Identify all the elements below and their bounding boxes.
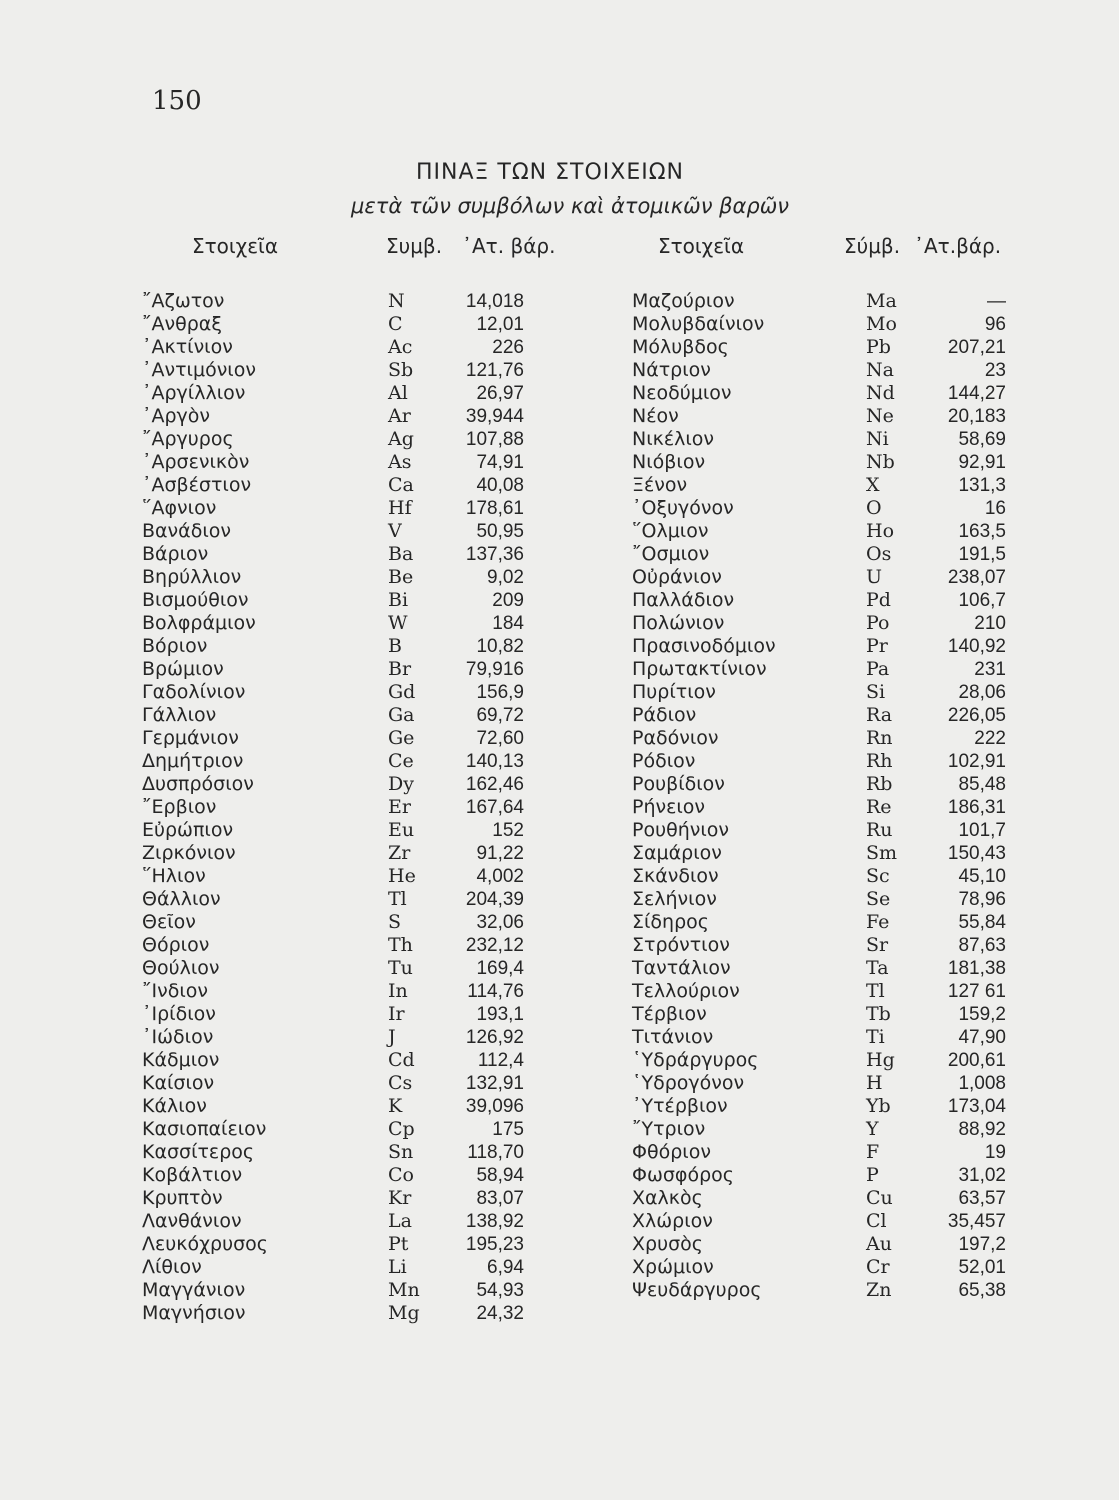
right-element-symbol: Yb: [866, 1095, 891, 1117]
left-atomic-weight: 10,82: [476, 636, 524, 657]
left-element-name: ᾿Αντιμόνιον: [142, 359, 256, 381]
right-element-symbol: Nd: [866, 382, 895, 404]
left-atomic-weight: 114,76: [467, 981, 524, 1002]
left-element-symbol: Pt: [388, 1233, 409, 1255]
left-element-name: Καίσιον: [142, 1072, 215, 1094]
right-atomic-weight: 106,7: [958, 590, 1006, 611]
left-element-symbol: Dy: [388, 773, 414, 795]
right-element-symbol: Ho: [866, 520, 895, 542]
right-element-name: Νάτριον: [632, 359, 711, 381]
left-element-symbol: Bi: [388, 589, 409, 611]
left-element-name: Κασσίτερος: [142, 1141, 255, 1163]
right-atomic-weight: 96: [984, 314, 1006, 335]
left-element-name: ῞Αφνιον: [142, 497, 217, 519]
left-element-symbol: Ag: [388, 428, 414, 450]
right-element-symbol: Ma: [866, 290, 897, 312]
left-element-symbol: C: [388, 313, 403, 335]
left-atomic-weight: 72,60: [476, 728, 524, 749]
left-symbols-column: [388, 290, 444, 1325]
table-title: ΠΙΝΑΞ ΤΩΝ ΣΤΟΙΧΕΙΩΝ: [415, 160, 684, 185]
right-element-symbol: Nb: [866, 451, 895, 473]
left-atomic-weight: 175: [492, 1119, 524, 1140]
right-element-name: Ξένον: [632, 474, 688, 496]
right-atomic-weight: 163,5: [958, 521, 1006, 542]
right-atomic-weight: 28,06: [958, 682, 1006, 703]
left-header-weight: ᾿Ατ. βάρ.: [462, 234, 556, 258]
right-element-symbol: Ne: [866, 405, 894, 427]
right-atomic-weight: 88,92: [958, 1119, 1006, 1140]
left-element-symbol: La: [388, 1210, 412, 1232]
right-element-symbol: Tb: [866, 1003, 891, 1025]
left-element-name: ᾿Αργίλλιον: [142, 382, 246, 404]
left-element-name: Λευκόχρυσος: [142, 1233, 268, 1255]
left-element-symbol: Gd: [388, 681, 416, 703]
left-element-symbol: Ga: [388, 704, 415, 726]
left-element-name: Βανάδιον: [142, 520, 231, 542]
left-element-symbol: Th: [388, 934, 413, 956]
left-element-name: Μαγνήσιον: [142, 1302, 246, 1324]
right-element-symbol: Sr: [866, 934, 889, 956]
right-element-symbol: Pb: [866, 336, 891, 358]
right-element-symbol: Ta: [866, 957, 889, 979]
right-element-name: Μόλυβδος: [632, 336, 729, 358]
right-atomic-weight: 85,48: [958, 774, 1006, 795]
left-atomic-weight: 167,64: [465, 797, 524, 818]
right-atomic-weight: 65,38: [958, 1280, 1006, 1301]
right-atomic-weight: 231: [974, 659, 1006, 680]
right-header-weight: ᾿Ατ.βάρ.: [914, 234, 1002, 258]
left-element-symbol: Ba: [388, 543, 414, 565]
left-element-name: Θεῖον: [142, 911, 196, 933]
left-element-symbol: Eu: [388, 819, 415, 841]
right-element-name: ῞Ολμιον: [632, 520, 709, 542]
left-atomic-weight: 83,07: [476, 1188, 524, 1209]
left-atomic-weight: 58,94: [476, 1165, 524, 1186]
right-element-name: Μαζούριον: [632, 290, 735, 312]
left-header-symbol: Συμβ.: [386, 234, 443, 258]
left-element-symbol: B: [388, 635, 402, 657]
right-element-name: Νιόβιον: [632, 451, 706, 473]
page-number: 150: [152, 86, 202, 116]
left-atomic-weight: 26,97: [476, 383, 524, 404]
left-weights-column: [440, 290, 524, 1325]
left-element-symbol: Cd: [388, 1049, 415, 1071]
right-element-symbol: Mo: [866, 313, 897, 335]
left-element-symbol: Cp: [388, 1118, 415, 1140]
right-element-symbol: P: [866, 1164, 879, 1186]
right-element-symbol: Re: [866, 796, 892, 818]
left-element-name: Κρυπτὸν: [142, 1187, 223, 1209]
right-atomic-weight: 222: [974, 728, 1006, 749]
right-element-symbol: Ni: [866, 428, 889, 450]
right-atomic-weight: 45,10: [958, 866, 1006, 887]
left-element-name: ᾿Αργὸν: [142, 405, 211, 427]
right-element-symbol: Po: [866, 612, 890, 634]
left-atomic-weight: 50,95: [476, 521, 524, 542]
right-element-name: Ρουθήνιον: [632, 819, 730, 841]
right-element-symbol: Os: [866, 543, 892, 565]
right-atomic-weight: 140,92: [947, 636, 1006, 657]
left-atomic-weight: 137,36: [465, 544, 524, 565]
left-element-name: ᾿Ιώδιον: [142, 1026, 214, 1048]
left-element-name: Ζιρκόνιον: [142, 842, 236, 864]
left-atomic-weight: 14,018: [465, 291, 524, 312]
left-element-symbol: Ir: [388, 1003, 405, 1025]
right-element-name: Στρόντιον: [632, 934, 730, 956]
right-element-symbol: F: [866, 1141, 880, 1163]
right-atomic-weight: 181,38: [947, 958, 1006, 979]
left-element-symbol: Ca: [388, 474, 414, 496]
right-element-symbol: Sm: [866, 842, 898, 864]
left-element-symbol: Co: [388, 1164, 414, 1186]
left-element-name: ῎Αζωτον: [142, 290, 225, 312]
right-atomic-weight: 87,63: [958, 935, 1006, 956]
right-atomic-weight: 31,02: [958, 1165, 1006, 1186]
right-element-name: Ρήνειον: [632, 796, 706, 818]
left-element-symbol: V: [388, 520, 402, 542]
left-element-name: Λανθάνιον: [142, 1210, 242, 1232]
right-atomic-weight: 58,69: [958, 429, 1006, 450]
right-element-name: Πολώνιον: [632, 612, 725, 634]
left-atomic-weight: 39,944: [465, 406, 524, 427]
left-element-symbol: Ce: [388, 750, 414, 772]
right-element-name: Νικέλιον: [632, 428, 715, 450]
left-element-symbol: Sb: [388, 359, 414, 381]
right-atomic-weight: 52,01: [958, 1257, 1006, 1278]
right-element-name: ῾Υδρογόνον: [632, 1072, 745, 1094]
right-element-symbol: Tl: [866, 980, 885, 1002]
left-element-name: ᾿Ιρίδιον: [142, 1003, 216, 1025]
right-element-symbol: Se: [866, 888, 891, 910]
left-element-name: ῞Ηλιον: [142, 865, 206, 887]
left-element-name: Γαδολίνιον: [142, 681, 246, 703]
left-element-name: ῎Ινδιον: [142, 980, 209, 1002]
right-element-name: Ράδιον: [632, 704, 697, 726]
left-atomic-weight: 126,92: [465, 1027, 524, 1048]
left-atomic-weight: 232,12: [465, 935, 524, 956]
right-atomic-weight: 150,43: [947, 843, 1006, 864]
right-element-name: Οὐράνιον: [632, 566, 722, 588]
right-element-name: ᾿Οξυγόνον: [632, 497, 734, 519]
right-element-name: Χρώμιον: [632, 1256, 714, 1278]
right-atomic-weight: 210: [974, 613, 1006, 634]
right-element-name: ῾Υδράργυρος: [632, 1049, 759, 1071]
left-atomic-weight: 195,23: [465, 1234, 524, 1255]
right-element-name: Ρόδιον: [632, 750, 696, 772]
right-atomic-weight: 197,2: [958, 1234, 1006, 1255]
right-element-symbol: Zn: [866, 1279, 892, 1301]
right-atomic-weight: 173,04: [947, 1096, 1006, 1117]
right-atomic-weight: 92,91: [958, 452, 1006, 473]
left-element-symbol: K: [388, 1095, 403, 1117]
right-atomic-weight: 102,91: [947, 751, 1006, 772]
left-element-symbol: S: [388, 911, 402, 933]
left-atomic-weight: 74,91: [476, 452, 524, 473]
left-element-symbol: Tu: [388, 957, 413, 979]
left-element-name: Βρώμιον: [142, 658, 224, 680]
left-element-symbol: He: [388, 865, 416, 887]
left-atomic-weight: 9,02: [487, 567, 524, 588]
right-atomic-weight: 101,7: [958, 820, 1006, 841]
right-atomic-weight: 23: [984, 360, 1006, 381]
right-element-name: Ρουβίδιον: [632, 773, 725, 795]
left-element-symbol: N: [388, 290, 405, 312]
left-element-symbol: Ac: [388, 336, 413, 358]
left-atomic-weight: 184: [492, 613, 524, 634]
left-atomic-weight: 140,13: [465, 751, 524, 772]
left-element-symbol: Li: [388, 1256, 407, 1278]
right-symbols-column: [866, 290, 916, 1302]
left-element-name: Δημήτριον: [142, 750, 244, 772]
right-element-symbol: X: [866, 474, 880, 496]
left-element-name: Γερμάνιον: [142, 727, 239, 749]
left-element-name: Λίθιον: [142, 1256, 202, 1278]
right-atomic-weight: 63,57: [958, 1188, 1006, 1209]
left-atomic-weight: 162,46: [465, 774, 524, 795]
right-element-name: Σελήνιον: [632, 888, 717, 910]
left-atomic-weight: 121,76: [465, 360, 524, 381]
left-atomic-weight: 226: [492, 337, 524, 358]
left-names-column: [142, 290, 382, 1325]
right-element-symbol: Cu: [866, 1187, 893, 1209]
left-atomic-weight: 193,1: [476, 1004, 524, 1025]
left-element-name: Κάλιον: [142, 1095, 207, 1117]
left-element-symbol: Al: [388, 382, 408, 404]
left-element-symbol: W: [388, 612, 408, 634]
right-element-symbol: Pd: [866, 589, 891, 611]
left-atomic-weight: 178,61: [465, 498, 524, 519]
right-element-name: Σαμάριον: [632, 842, 722, 864]
left-atomic-weight: 152: [492, 820, 524, 841]
left-element-symbol: Tl: [388, 888, 407, 910]
left-atomic-weight: 118,70: [467, 1142, 524, 1163]
right-atomic-weight: 35,457: [947, 1211, 1006, 1232]
left-element-name: Θόριον: [142, 934, 210, 956]
left-atomic-weight: 112,4: [477, 1050, 524, 1071]
right-element-name: Τελλούριον: [632, 980, 740, 1002]
left-atomic-weight: 156,9: [476, 682, 524, 703]
left-atomic-weight: 138,92: [465, 1211, 524, 1232]
left-element-name: Βηρύλλιον: [142, 566, 242, 588]
right-header-name: Στοιχεῖα: [658, 234, 744, 258]
left-element-symbol: J: [388, 1026, 396, 1048]
right-atomic-weight: 19: [984, 1142, 1006, 1163]
left-element-name: ῎Ανθραξ: [142, 313, 222, 335]
right-element-symbol: Au: [866, 1233, 892, 1255]
right-element-symbol: Pr: [866, 635, 888, 657]
left-element-name: Εὐρώπιον: [142, 819, 234, 841]
left-element-name: ῎Ερβιον: [142, 796, 217, 818]
left-element-name: ῎Αργυρος: [142, 428, 234, 450]
right-element-name: Πυρίτιον: [632, 681, 716, 703]
right-atomic-weight: 186,31: [947, 797, 1006, 818]
right-element-name: Φωσφόρος: [632, 1164, 734, 1186]
left-atomic-weight: 91,22: [476, 843, 524, 864]
right-atomic-weight: 200,61: [947, 1050, 1006, 1071]
right-element-name: Νέον: [632, 405, 679, 427]
right-element-symbol: Si: [866, 681, 886, 703]
table-subtitle: μετὰ τῶν συμβόλων καὶ ἀτομικῶν βαρῶν: [350, 194, 790, 218]
left-element-name: Βόριον: [142, 635, 208, 657]
left-atomic-weight: 209: [492, 590, 524, 611]
left-element-symbol: In: [388, 980, 408, 1002]
right-element-name: Τέρβιον: [632, 1003, 707, 1025]
right-atomic-weight: 47,90: [958, 1027, 1006, 1048]
right-element-name: Τιτάνιον: [632, 1026, 714, 1048]
left-atomic-weight: 107,88: [465, 429, 524, 450]
left-atomic-weight: 4,002: [476, 866, 524, 887]
right-element-symbol: Hg: [866, 1049, 895, 1071]
right-atomic-weight: 191,5: [958, 544, 1006, 565]
right-element-name: Παλλάδιον: [632, 589, 735, 611]
right-element-name: Χαλκὸς: [632, 1187, 703, 1209]
right-atomic-weight: 55,84: [958, 912, 1006, 933]
left-element-name: ᾿Ακτίνιον: [142, 336, 233, 358]
right-element-name: Χλώριον: [632, 1210, 713, 1232]
right-element-symbol: Rh: [866, 750, 893, 772]
left-atomic-weight: 24,32: [476, 1303, 524, 1324]
right-atomic-weight: 127 61: [947, 981, 1006, 1002]
right-element-symbol: Cr: [866, 1256, 890, 1278]
left-element-symbol: Er: [388, 796, 411, 818]
right-atomic-weight: 238,07: [947, 567, 1006, 588]
left-element-name: Μαγγάνιον: [142, 1279, 246, 1301]
left-element-symbol: Mn: [388, 1279, 420, 1301]
right-element-name: Ραδόνιον: [632, 727, 719, 749]
right-atomic-weight: 1,008: [958, 1073, 1006, 1094]
left-element-symbol: Ar: [388, 405, 411, 427]
right-element-symbol: Ra: [866, 704, 893, 726]
left-element-name: Κάδμιον: [142, 1049, 220, 1071]
left-atomic-weight: 12,01: [476, 314, 524, 335]
left-element-name: Θάλλιον: [142, 888, 221, 910]
right-names-column: [632, 290, 857, 1302]
right-element-symbol: Rn: [866, 727, 893, 749]
right-element-symbol: Fe: [866, 911, 890, 933]
left-element-name: Βισμούθιον: [142, 589, 249, 611]
right-element-name: Ταντάλιον: [632, 957, 731, 979]
left-element-name: Θούλιον: [142, 957, 220, 979]
right-element-symbol: Ru: [866, 819, 893, 841]
left-atomic-weight: 169,4: [476, 958, 524, 979]
right-weights-column: [916, 290, 1006, 1302]
right-element-name: Σκάνδιον: [632, 865, 719, 887]
right-element-name: Νεοδύμιον: [632, 382, 732, 404]
left-atomic-weight: 54,93: [476, 1280, 524, 1301]
right-element-name: ῎Υτριον: [632, 1118, 706, 1140]
left-element-name: Κασιοπαίειον: [142, 1118, 267, 1140]
left-element-symbol: Sn: [388, 1141, 414, 1163]
right-element-symbol: U: [866, 566, 883, 588]
left-element-name: Βάριον: [142, 543, 209, 565]
right-element-symbol: Na: [866, 359, 894, 381]
right-element-name: Ψευδάργυρος: [632, 1279, 762, 1301]
right-atomic-weight: 78,96: [958, 889, 1006, 910]
left-element-name: Κοβάλτιον: [142, 1164, 243, 1186]
right-atomic-weight: 16: [984, 498, 1006, 519]
left-header-name: Στοιχεῖα: [192, 234, 278, 258]
right-element-symbol: Y: [866, 1118, 879, 1140]
left-element-symbol: As: [388, 451, 412, 473]
right-element-name: Μολυβδαίνιον: [632, 313, 765, 335]
right-atomic-weight: 207,21: [947, 337, 1006, 358]
left-element-name: Βολφράμιον: [142, 612, 256, 634]
left-atomic-weight: 32,06: [476, 912, 524, 933]
right-element-name: ᾿Υτέρβιον: [632, 1095, 728, 1117]
left-element-name: Γάλλιον: [142, 704, 217, 726]
right-element-name: Πρωτακτίνιον: [632, 658, 767, 680]
right-element-name: ῎Οσμιον: [632, 543, 710, 565]
right-element-name: Φθόριον: [632, 1141, 711, 1163]
right-header-symbol: Σύμβ.: [844, 234, 901, 258]
right-element-symbol: Cl: [866, 1210, 887, 1232]
right-element-symbol: Sc: [866, 865, 890, 887]
right-element-name: Χρυσὸς: [632, 1233, 703, 1255]
left-element-symbol: Kr: [388, 1187, 412, 1209]
right-atomic-weight: 20,183: [947, 406, 1006, 427]
right-atomic-weight: 226,05: [947, 705, 1006, 726]
right-element-name: Σίδηρος: [632, 911, 709, 933]
right-element-symbol: Ti: [866, 1026, 885, 1048]
left-atomic-weight: 39,096: [465, 1096, 524, 1117]
left-atomic-weight: 40,08: [476, 475, 524, 496]
right-atomic-weight: 144,27: [947, 383, 1006, 404]
left-atomic-weight: 132,91: [465, 1073, 524, 1094]
left-element-symbol: Zr: [388, 842, 411, 864]
right-element-symbol: Rb: [866, 773, 893, 795]
left-element-name: ᾿Αρσενικὸν: [142, 451, 250, 473]
right-element-symbol: O: [866, 497, 882, 519]
left-atomic-weight: 69,72: [476, 705, 524, 726]
right-atomic-weight: —: [987, 291, 1006, 312]
right-element-name: Πρασινοδόμιον: [632, 635, 776, 657]
left-element-symbol: Br: [388, 658, 412, 680]
right-atomic-weight: 159,2: [958, 1004, 1006, 1025]
right-atomic-weight: 131,3: [958, 475, 1006, 496]
left-element-symbol: Hf: [388, 497, 412, 519]
left-element-name: Δυσπρόσιον: [142, 773, 254, 795]
left-element-symbol: Cs: [388, 1072, 413, 1094]
left-atomic-weight: 6,94: [487, 1257, 524, 1278]
right-element-symbol: Pa: [866, 658, 890, 680]
left-atomic-weight: 204,39: [465, 889, 524, 910]
left-atomic-weight: 79,916: [465, 659, 524, 680]
left-element-name: ᾿Ασβέστιον: [142, 474, 252, 496]
left-element-symbol: Ge: [388, 727, 415, 749]
left-element-symbol: Mg: [388, 1302, 420, 1324]
left-element-symbol: Be: [388, 566, 414, 588]
right-element-symbol: H: [866, 1072, 883, 1094]
